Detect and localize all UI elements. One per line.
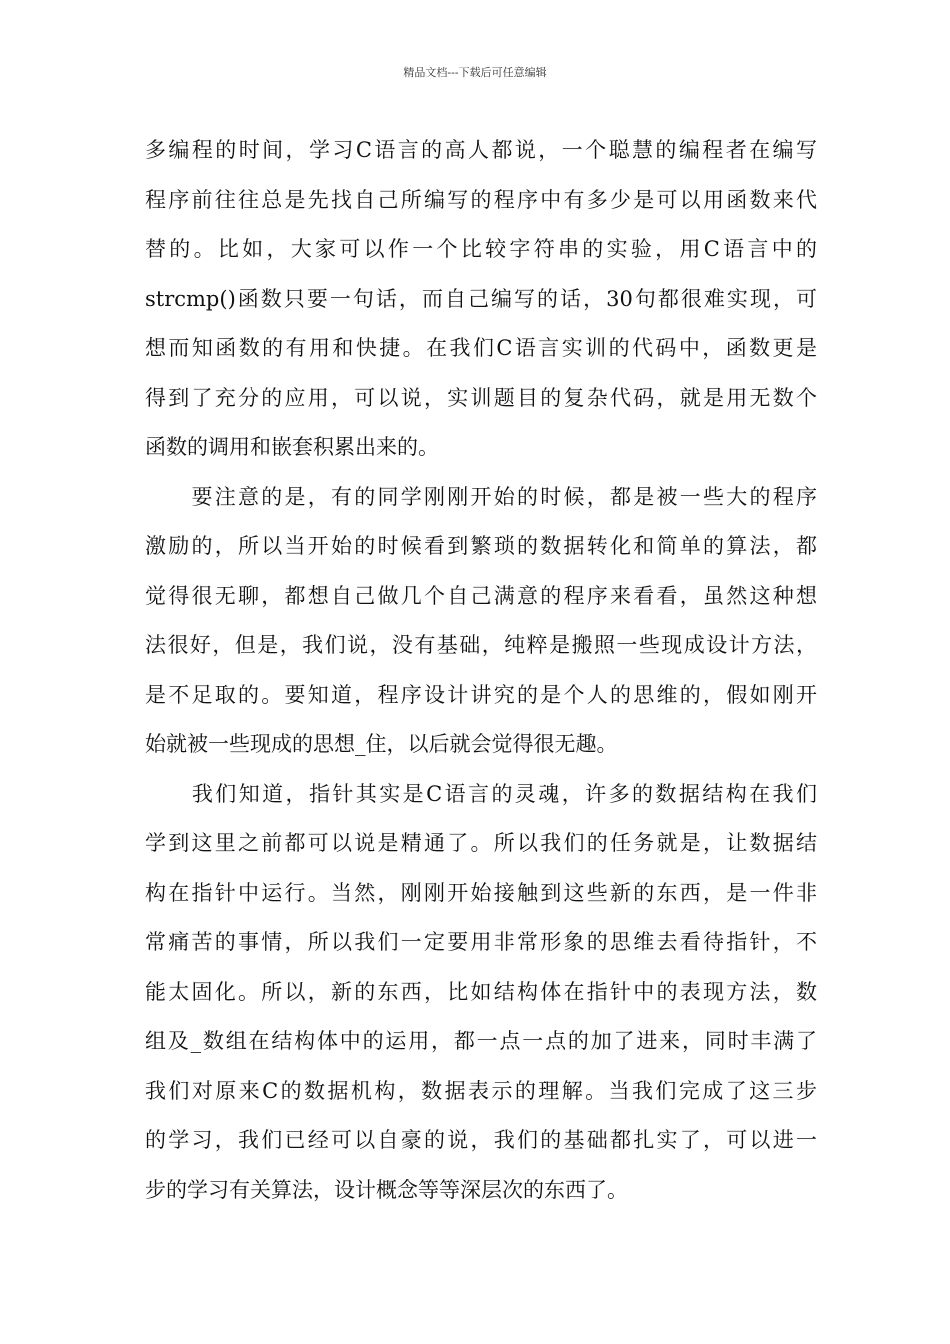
text-line: 要注意的是，有的同学刚刚开始的时候，都是被一些大的程序 (145, 484, 817, 509)
text-line: 始就被一些现成的思想_住，以后就会觉得很无趣。 (145, 732, 618, 756)
text-line: 组及_数组在结构体中的运用，都一点一点的加了进来，同时丰满了 (145, 1029, 817, 1053)
text-line: 我们知道，指针其实是C语言的灵魂，许多的数据结构在我们 (145, 781, 817, 806)
text-line: 学到这里之前都可以说是精通了。所以我们的任务就是，让数据结 (145, 831, 817, 855)
text-line: 能太固化。所以，新的东西，比如结构体在指针中的表现方法，数 (145, 979, 817, 1004)
text-line: 法很好，但是，我们说，没有基础，纯粹是搬照一些现成设计方法， (145, 633, 817, 657)
page-header: 精品文档---下载后可任意编辑 (403, 66, 547, 79)
text-line: 步的学习有关算法，设计概念等等深层次的东西了。 (145, 1177, 628, 1202)
text-line: 是不足取的。要知道，程序设计讲究的是个人的思维的，假如刚开 (145, 682, 817, 707)
text-line: 构在指针中运行。当然，刚刚开始接触到这些新的东西，是一件非 (145, 880, 817, 905)
text-line: 我们对原来C的数据机构，数据表示的理解。当我们完成了这三步 (145, 1078, 817, 1103)
text-line: 替的。比如，大家可以作一个比较字符串的实验，用C语言中的 (145, 237, 817, 261)
text-line: 函数的调用和嵌套积累出来的。 (145, 435, 439, 459)
text-line: 得到了充分的应用，可以说，实训题目的复杂代码，就是用无数个 (145, 385, 817, 410)
text-line: 想而知函数的有用和快捷。在我们C语言实训的代码中，函数更是 (145, 336, 817, 360)
text-line: 的学习，我们已经可以自豪的说，我们的基础都扎实了，可以进一 (145, 1128, 817, 1152)
text-line: 激励的，所以当开始的时候看到繁琐的数据转化和简单的算法，都 (145, 534, 817, 558)
text-line: 程序前往往总是先找自己所编写的程序中有多少是可以用函数来代 (145, 187, 817, 212)
text-line: 觉得很无聊，都想自己做几个自己满意的程序来看看，虽然这种想 (145, 583, 817, 608)
body-text (145, 126, 817, 1215)
text-line: 多编程的时间，学习C语言的高人都说，一个聪慧的编程者在编写 (145, 138, 817, 162)
text-line: strcmp()函数只要一句话，而自己编写的话，30句都很难实现，可 (145, 286, 817, 311)
text-line: 常痛苦的事情，所以我们一定要用非常形象的思维去看待指针，不 (145, 930, 817, 954)
